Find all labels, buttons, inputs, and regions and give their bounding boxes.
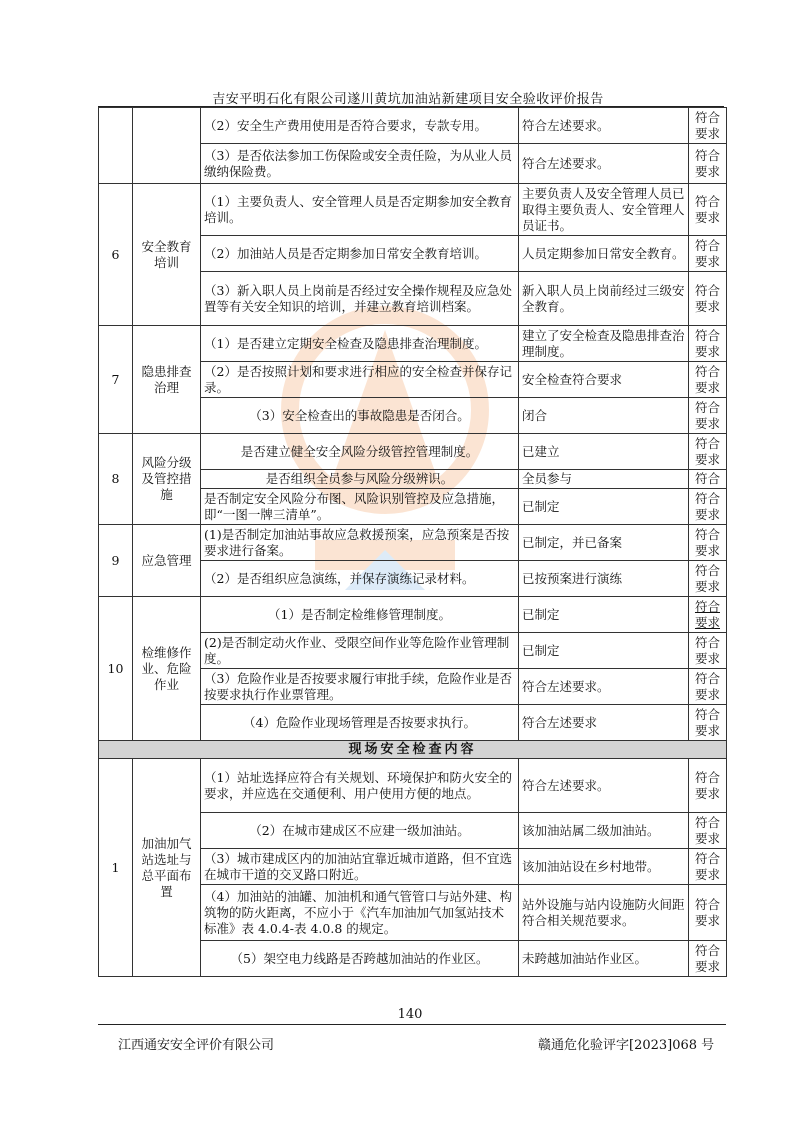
check-result: 全员参与 [519,470,689,489]
table-row [99,759,727,813]
footer-company: 江西通安安全评价有限公司 [118,1038,275,1053]
check-item: 是否制定安全风险分布图、风险识别管控及应急措施，即“一图一牌三清单”。 [201,489,519,525]
row-category: 检维修作业、危险作业 [133,597,201,741]
table-row [99,326,727,362]
table-row [99,525,727,561]
check-conclusion: 符合要求 [689,184,727,236]
check-item: （1）站址选择应符合有关规划、环境保护和防火安全的要求，并应选在交通便利、用户使用方便的地点。 [201,759,519,813]
check-item: （5）架空电力线路是否跨越加油站的作业区。 [201,941,519,977]
check-item: （3）城市建成区内的加油站宜靠近城市道路，但不宜选在城市干道的交叉路口附近。 [201,849,519,885]
check-result: 人员定期参加日常安全教育。 [519,236,689,272]
check-conclusion: 符合要求 [689,849,727,885]
check-result: 已建立 [519,434,689,470]
check-item: （2）加油站人员是否定期参加日常安全教育培训。 [201,236,519,272]
check-item: （4）危险作业现场管理是否按要求执行。 [201,705,519,741]
table-row [99,184,727,236]
check-conclusion: 符合要求 [689,272,727,326]
check-item: （2）是否组织应急演练，并保存演练记录材料。 [201,561,519,597]
check-result: 未跨越加油站作业区。 [519,941,689,977]
check-conclusion: 符合要求 [689,326,727,362]
row-number: 1 [99,759,133,977]
check-result: 该加油站设在乡村地带。 [519,849,689,885]
check-result: 安全检查符合要求 [519,362,689,398]
check-conclusion: 符合要求 [689,941,727,977]
check-result: 符合左述要求。 [519,669,689,705]
row-number [99,108,133,184]
row-number: 6 [99,184,133,326]
row-category: 加油加气站选址与总平面布置 [133,759,201,977]
check-result: 主要负责人及安全管理人员已取得主要负责人、安全管理人员证书。 [519,184,689,236]
check-result: 该加油站属二级加油站。 [519,813,689,849]
check-conclusion: 符合要求 [689,236,727,272]
row-category: 安全教育培训 [133,184,201,326]
row-number: 9 [99,525,133,597]
check-item: (2)是否制定动火作业、受限空间作业等危险作业管理制度。 [201,633,519,669]
check-conclusion: 符合要求 [689,705,727,741]
check-item: （3）危险作业是否按要求履行审批手续，危险作业是否按要求执行作业票管理。 [201,669,519,705]
check-conclusion: 符合要求 [689,669,727,705]
check-item: （4）加油站的油罐、加油机和通气管管口与站外建、构筑物的防火距离，不应小于《汽车加油加气加氢站技术标准》表 4.0.4-表 4.0.8 的规定。 [201,885,519,941]
table-row [99,108,727,144]
check-conclusion: 符合要求 [689,813,727,849]
check-item: (1)是否制定加油站事故应急救援预案，应急预案是否按要求进行备案。 [201,525,519,561]
check-item: （3）是否依法参加工伤保险或安全责任险，为从业人员缴纳保险费。 [201,144,519,184]
check-result: 已制定 [519,633,689,669]
check-item: （3）安全检查出的事故隐患是否闭合。 [201,398,519,434]
check-result: 建立了安全检查及隐患排查治理制度。 [519,326,689,362]
check-result: 站外设施与站内设施防火间距符合相关规范要求。 [519,885,689,941]
check-conclusion: 符合要求 [689,885,727,941]
check-result: 符合左述要求。 [519,108,689,144]
row-category: 风险分级及管控措施 [133,434,201,525]
check-result: 新入职人员上岗前经过三级安全教育。 [519,272,689,326]
check-conclusion: 符合要求 [689,362,727,398]
check-conclusion: 符合要求 [689,759,727,813]
check-conclusion: 符合 [689,470,727,489]
check-item: （3）新入职人员上岗前是否经过安全操作规程及应急处置等有关安全知识的培训，并建立教育培训档案。 [201,272,519,326]
section-row [99,741,727,759]
check-result: 闭合 [519,398,689,434]
table-row [99,597,727,633]
check-result: 符合左述要求。 [519,759,689,813]
footer-doc-code: 赣通危化验评字[2023]068 号 [538,1038,715,1053]
check-conclusion: 符合要求 [689,108,727,144]
row-category: 应急管理 [133,525,201,597]
check-item: （1）主要负责人、安全管理人员是否定期参加安全教育培训。 [201,184,519,236]
footer-rule [98,1024,726,1025]
check-result: 符合左述要求。 [519,144,689,184]
checklist-table [98,107,727,977]
row-number: 7 [99,326,133,434]
check-item: 是否建立健全安全风险分级管控管理制度。 [201,434,519,470]
row-number: 10 [99,597,133,741]
check-conclusion [689,597,727,633]
check-result: 已按预案进行演练 [519,561,689,597]
row-category: 隐患排查治理 [133,326,201,434]
check-conclusion: 符合要求 [689,434,727,470]
conclusion-text: 符合要求 [694,598,720,630]
row-category [133,108,201,184]
check-item: （1）是否建立定期安全检查及隐患排查治理制度。 [201,326,519,362]
check-item: 是否组织全员参与风险分级辨识。 [201,470,519,489]
section-title: 现场安全检查内容 [99,741,727,759]
check-item: （2）是否按照计划和要求进行相应的安全检查并保存记录。 [201,362,519,398]
check-conclusion: 符合要求 [689,561,727,597]
check-item: （2）在城市建成区不应建一级加油站。 [201,813,519,849]
check-conclusion: 符合要求 [689,489,727,525]
table-row [99,434,727,470]
check-conclusion: 符合要求 [689,525,727,561]
check-conclusion: 符合要求 [689,144,727,184]
check-result: 已制定，并已备案 [519,525,689,561]
check-conclusion: 符合要求 [689,398,727,434]
check-result: 已制定 [519,597,689,633]
check-item: （1）是否制定检维修管理制度。 [201,597,519,633]
page-number: 140 [397,1007,423,1022]
row-number: 8 [99,434,133,525]
check-result: 已制定 [519,489,689,525]
check-result: 符合左述要求 [519,705,689,741]
page-header: 吉安平明石化有限公司遂川黄坑加油站新建项目安全验收评价报告 [212,92,604,107]
check-conclusion: 符合要求 [689,633,727,669]
check-item: （2）安全生产费用使用是否符合要求，专款专用。 [201,108,519,144]
